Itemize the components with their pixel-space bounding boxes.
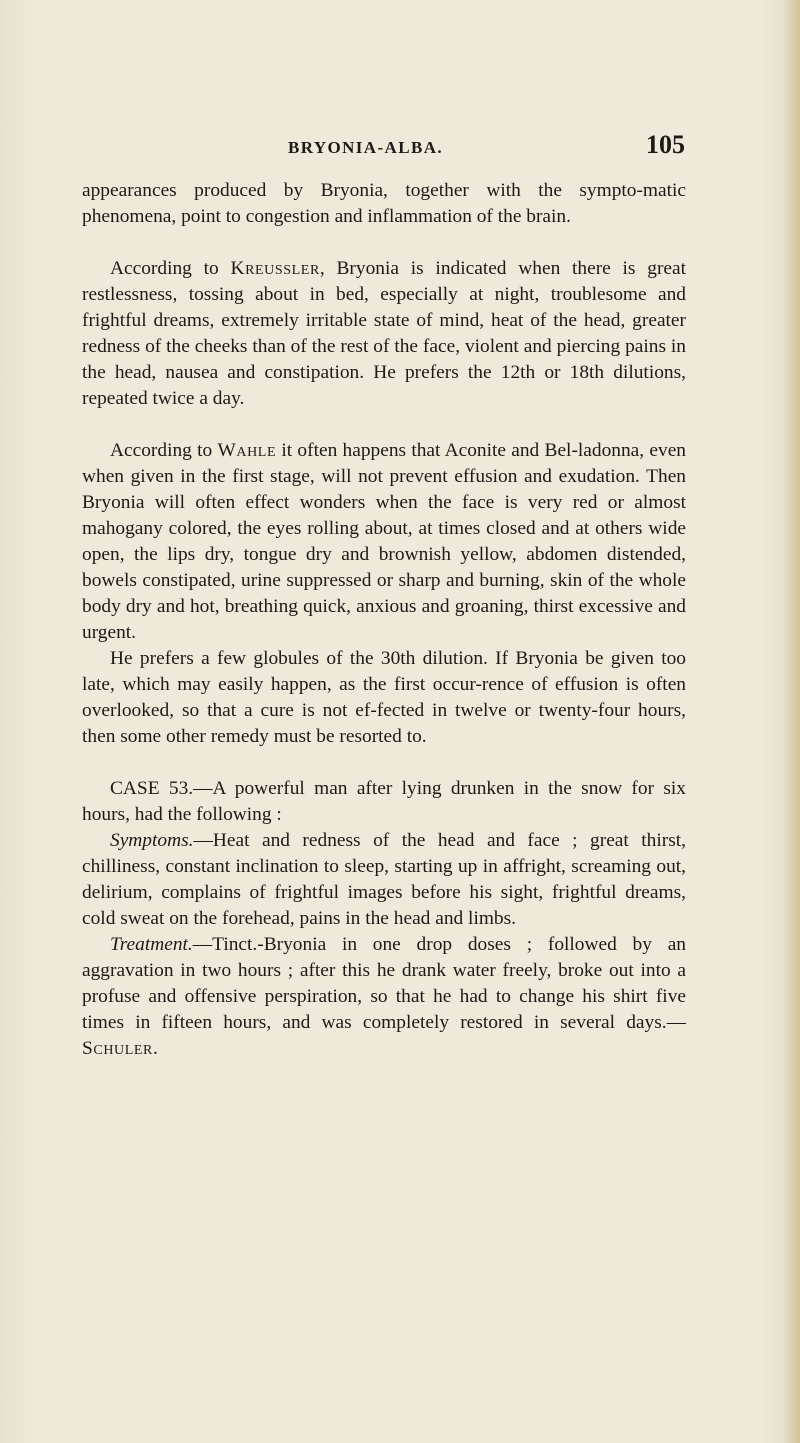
paragraph-lead: According to	[110, 258, 231, 279]
body-text	[82, 178, 686, 1062]
paragraph-kreussler	[82, 256, 686, 412]
page-header	[0, 130, 800, 162]
paragraph-symptoms	[82, 828, 686, 932]
paragraph-text: , Bryonia is indicated when there is great restlessness, tossing about in bed, especially at night, troublesome and frightful dreams, extremely irritable state of mind, heat of the head, greater redness of the cheeks than of the rest of the face, violent and piercing pains in the head, nausea and constipation. He prefers the 12th or 18th dilutions, repeated twice a day.	[82, 258, 686, 409]
paragraph-dilution: He prefers a few globules of the 30th dilution. If Bryonia be given too late, which may easily happen, as the first occur-rence of effusion is often overlooked, so that a cure is not ef-fected in twelve or twenty-four hours, then some other remedy must be resorted to.	[82, 648, 686, 747]
paragraph-wahle	[82, 438, 686, 646]
paragraph-continuation: appearances produced by Bryonia, together with the sympto-matic phenomena, point to congestion and inflammation of the brain.	[82, 180, 686, 227]
author-name-wahle: Wahle	[217, 440, 277, 461]
treatment-text: —Tinct.-Bryonia in one drop doses ; followed by an aggravation in two hours ; after this he drank water freely, broke out into a profuse and offensive perspiration, so that he had to change his shirt five times in fifteen hours, and was completely restored in several days.—	[82, 934, 686, 1033]
author-name-kreussler: Kreussler	[230, 258, 320, 279]
paragraph-text: it often happens that Aconite and Bel-ladonna, even when given in the first stage, will not prevent effusion and exudation. Then Bryonia will often effect wonders when the face is very red or almost mahogany colored, the eyes rolling about, at times closed and at others wide open, the lips dry, tongue dry and brownish yellow, abdomen distended, bowels constipated, urine suppressed or sharp and burning, skin of the whole body dry and hot, breathing quick, anxious and groaning, thirst excessive and urgent.	[82, 440, 686, 643]
page-number: 105	[646, 130, 685, 159]
paragraph-treatment	[82, 932, 686, 1062]
case-heading: CASE 53.—A powerful man after lying drunken in the snow for six hours, had the following :	[82, 778, 686, 825]
symptoms-text: —Heat and redness of the head and face ; great thirst, chilliness, constant inclination to sleep, starting up in affright, screaming out, delirium, complains of frightful images before his sight, frightful dreams, cold sweat on the forehead, pains in the head and limbs.	[82, 830, 686, 929]
symptoms-label: Symptoms.	[110, 830, 194, 851]
treatment-label: Treatment.	[110, 934, 193, 955]
paragraph-lead: According to	[110, 440, 218, 461]
running-head: BRYONIA-ALBA.	[288, 138, 444, 157]
page-edge-stain	[782, 0, 800, 1443]
signature-schuler: Schuler.	[82, 1038, 159, 1059]
